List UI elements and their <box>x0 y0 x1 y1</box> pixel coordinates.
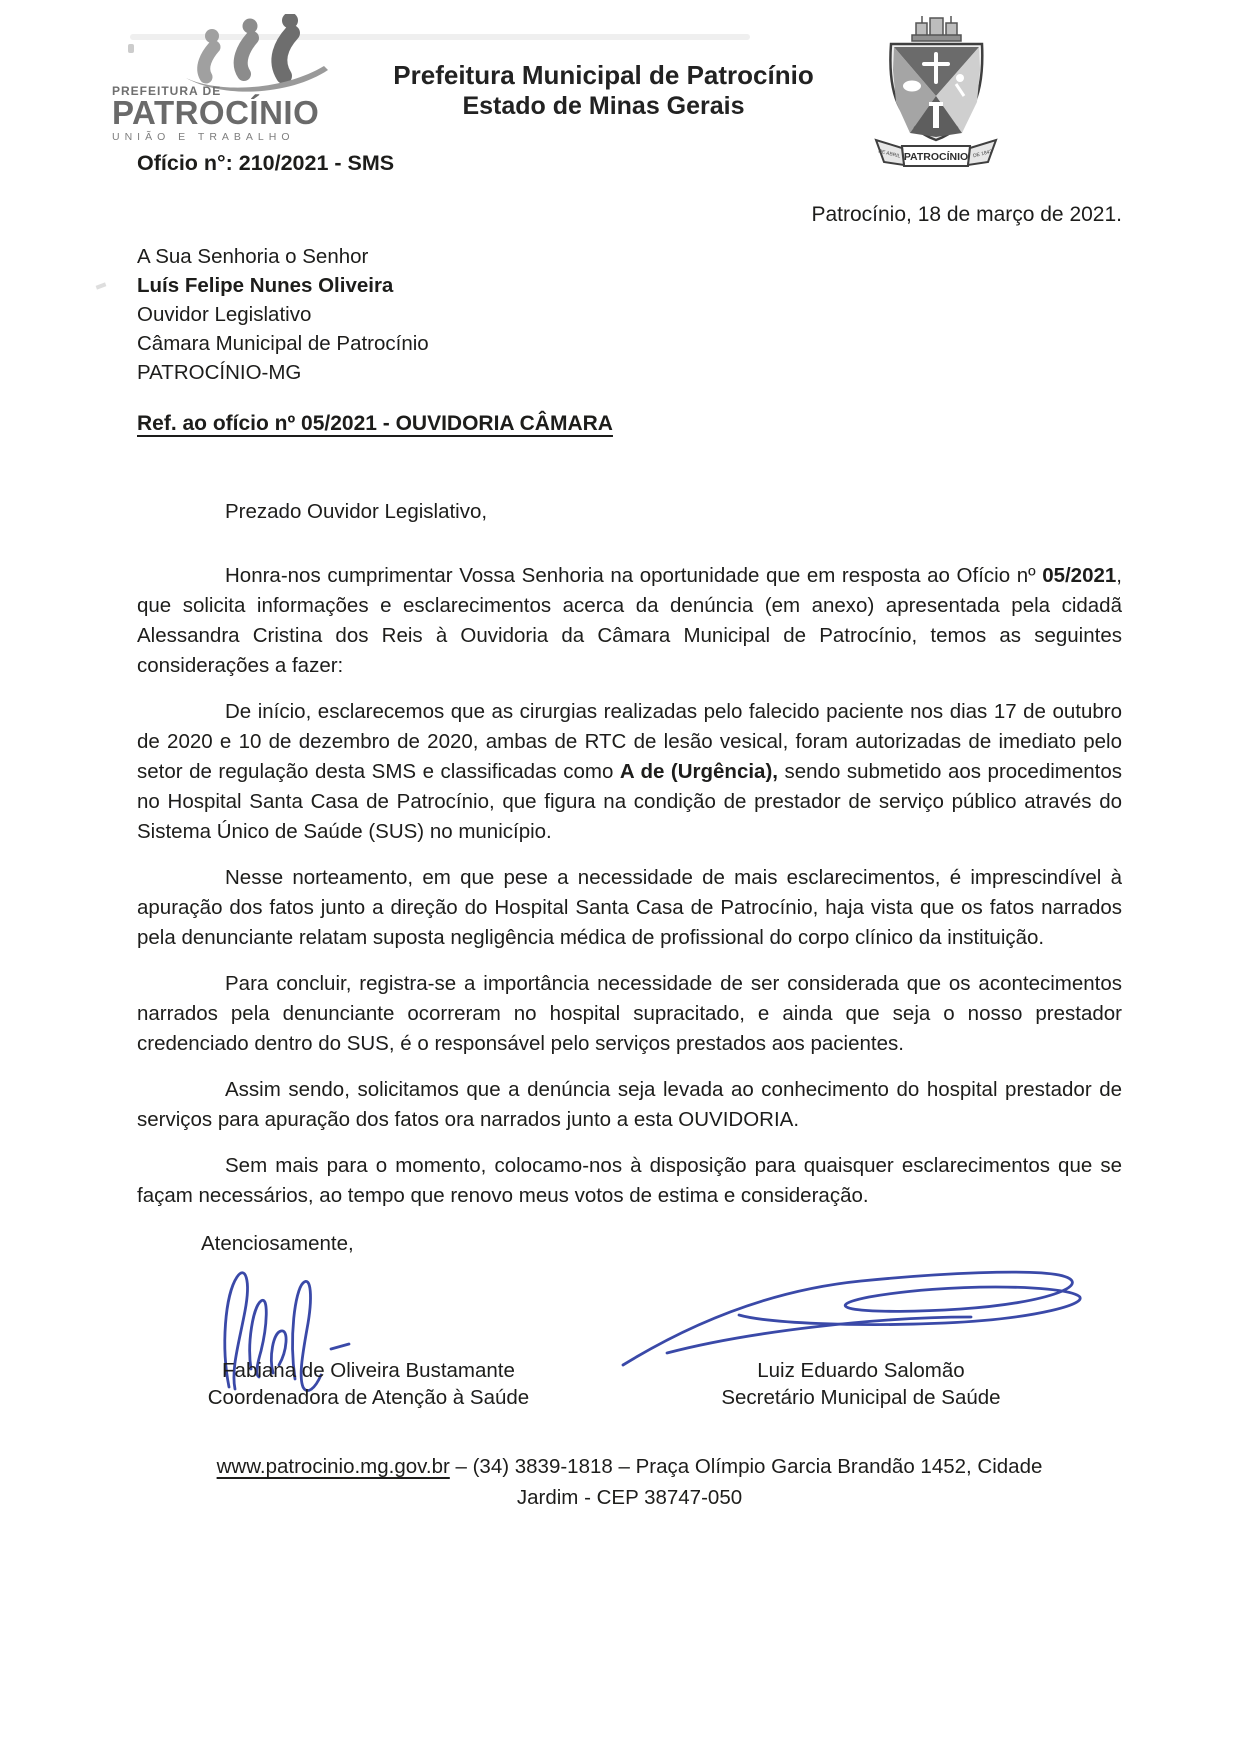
recipient-block <box>137 242 1122 387</box>
paragraph: De início, esclarecemos que as cirurgias realizadas pelo falecido paciente nos dias 17 de outubro de 2020 e 10 de dezembro de 2020, ambas de RTC de lesão vesical, foram autorizadas de imediato pelo setor de regulação desta SMS e classificadas como A de (Urgência), sendo submetido aos procedimentos no Hospital Santa Casa de Patrocínio, que figura na condição de prestador de serviço público através do Sistema Único de Saúde (SUS) no município. <box>137 700 1123 843</box>
signatory-name: Luiz Eduardo Salomão <box>757 1359 965 1382</box>
signature-block-coordenadora <box>137 1265 600 1411</box>
people-swoosh-icon <box>174 14 334 92</box>
date-line: Patrocínio, 18 de março de 2021. <box>811 203 1122 226</box>
signatory-role: Secretário Municipal de Saúde <box>721 1386 1001 1409</box>
signature-block-secretario <box>600 1261 1122 1411</box>
paragraph: Honra-nos cumprimentar Vossa Senhoria na oportunidade que em resposta ao Ofício nº 05/2021, que solicita informações e esclarecimentos acerca da denúncia (em anexo) apresentada pela cidadã Alessandra Cristina dos Reis à Ouvidoria da Câmara Municipal de Patrocínio, temos as seguintes considerações a fazer: <box>137 564 1122 677</box>
letter-body <box>0 148 1240 1513</box>
footer-url: www.patrocinio.mg.gov.br <box>216 1455 450 1478</box>
recipient-name: Luís Felipe Nunes Oliveira <box>137 274 394 297</box>
header-title-line2: Estado de Minas Gerais <box>462 92 745 120</box>
salutation: Prezado Ouvidor Legislativo, <box>225 500 488 523</box>
signature-row <box>137 1261 1122 1411</box>
recipient-line: A Sua Senhoria o Senhor <box>137 245 369 268</box>
paragraph: Para concluir, registra-se a importância necessidade de ser considerada que os acontecimentos narrados pela denunciante ocorreram no hospital supracitado, e ainda que seja o nosso prestador credenciado dentro do SUS, é o responsável pelo serviços prestados aos pacientes. <box>137 972 1122 1055</box>
header-title <box>347 14 860 122</box>
municipal-crest <box>860 14 1012 179</box>
crest-tail-right-text: DE 1842 <box>972 148 993 160</box>
paragraph: Nesse norteamento, em que pese a necessidade de mais esclarecimentos, é imprescindível à apuração dos fatos junto a direção do Hospital Santa Casa de Patrocínio, haja vista que os fatos narrados pela denunciante relatam suposta negligência médica de profissional do corpo clínico da instituição. <box>137 866 1122 949</box>
oficio-number: Ofício n°: 210/2021 - SMS <box>137 151 395 175</box>
paragraph: Sem mais para o momento, colocamo-nos à disposição para quaisquer esclarecimentos que se façam necessários, ao tempo que renovo meus votos de estima e consideração. <box>137 1154 1122 1207</box>
prefeitura-logo <box>112 14 347 143</box>
header-title-line1: Prefeitura Municipal de Patrocínio <box>393 60 814 90</box>
recipient-city: PATROCÍNIO-MG <box>137 361 302 384</box>
signatory-name: Fabiana de Oliveira Bustamante <box>222 1359 515 1382</box>
logo-name-label: PATROCÍNIO <box>112 94 320 131</box>
footer-line1 <box>137 1451 1122 1482</box>
footer-line2: Jardim - CEP 38747-050 <box>516 1486 743 1509</box>
crest-banner-text: PATROCÍNIO <box>903 151 969 163</box>
paragraph: Assim sendo, solicitamos que a denúncia seja levada ao conhecimento do hospital prestador de serviços para apuração dos fatos ora narrados junto a esta OUVIDORIA. <box>137 1078 1122 1131</box>
footer-contact: – (34) 3839-1818 – Praça Olímpio Garcia Brandão 1452, Cidade <box>449 1455 1043 1478</box>
crest-tail-left-text: DE ABRIL <box>877 148 901 160</box>
signatory-role: Coordenadora de Atenção à Saúde <box>207 1386 530 1409</box>
logo-slogan-label: UNIÃO E TRABALHO <box>112 131 295 143</box>
recipient-org: Câmara Municipal de Patrocínio <box>137 332 429 355</box>
recipient-title: Ouvidor Legislativo <box>137 303 312 326</box>
coat-of-arms-icon <box>860 14 1012 174</box>
logo-pre-label: PREFEITURA DE <box>112 84 222 98</box>
signature-ink-luiz <box>611 1261 1111 1371</box>
closing: Atenciosamente, <box>201 1232 354 1255</box>
footer <box>137 1451 1122 1513</box>
reference-line: Ref. ao ofício nº 05/2021 - OUVIDORIA CÂMARA <box>137 412 613 435</box>
